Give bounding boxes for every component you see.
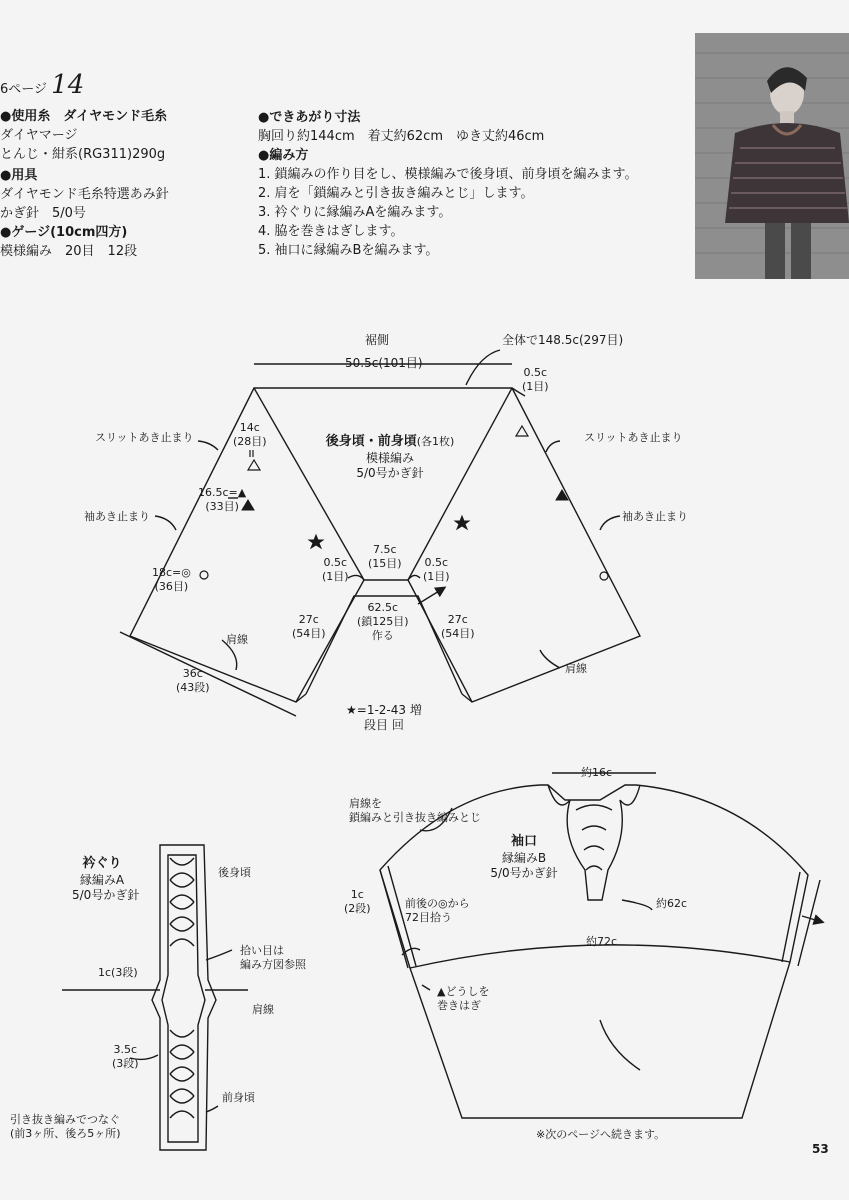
collar-measure-3-5-l2: (3段) [112, 1057, 139, 1070]
shoulder-fold-left [254, 388, 364, 580]
neck-left-small-l1: 0.5c [323, 556, 348, 569]
shoulder-line-right: 肩線 [565, 662, 587, 675]
sleeve-stop-left: 袖あき止まり [84, 510, 150, 523]
neck-right-small [423, 556, 450, 584]
collar-hook: 5/0号かぎ針 [72, 888, 140, 902]
cuff-measure [344, 888, 371, 916]
piece-count: (各1枚) [416, 435, 455, 448]
collar-measure-3-5-l1: 3.5c [113, 1043, 138, 1056]
corner-small-label [522, 366, 549, 394]
cuff-measure-l1: 1c [350, 888, 364, 901]
cuff-hook: 5/0号かぎ針 [490, 866, 558, 880]
measure-27-left-l1: 27c [298, 613, 319, 626]
method-step: 5. 袖口に縁編みBを編みます。 [258, 243, 439, 258]
piece-title-block [315, 432, 465, 481]
measure-62-5-l1: 62.5c [367, 601, 399, 614]
measure-36-l1: 36c [182, 667, 203, 680]
cuff-title: 袖口 [510, 834, 537, 849]
collar-front-label: 前身頃 [222, 1091, 255, 1104]
pickup-note-l1: 前後の◎から [405, 897, 470, 910]
neck-right-small-l1: 0.5c [424, 556, 449, 569]
measure-18-l2: (36目) [154, 580, 189, 593]
collar-title: 衿ぐり [82, 856, 122, 871]
pickup-note-l2: 72目拾う [405, 911, 452, 924]
method-step: 4. 脇を巻きはぎします。 [258, 224, 404, 239]
yarn-heading: ●使用糸 ダイヤモンド毛糸 [0, 109, 168, 124]
method-step: 3. 衿ぐりに縁編みAを編みます。 [258, 205, 452, 220]
neck-left-small [322, 556, 349, 584]
star-legend [346, 703, 422, 733]
side-seam-l2: 巻きはぎ [437, 999, 481, 1012]
measure-27-left-l2: (54目) [292, 627, 326, 640]
neck-right-small-l2: (1目) [423, 570, 450, 583]
page-number: 53 [812, 1142, 829, 1156]
measure-36 [176, 667, 210, 695]
gauge-value: 模様編み 20目 12段 [0, 244, 138, 259]
method-step: 1. 鎖編みの作り目をし、模様編みで後身頃、前身頃を編みます。 [258, 167, 638, 182]
measure-27-right [441, 613, 475, 641]
shoulder-join-l1: 肩線を [349, 797, 382, 810]
slit-stop-left: スリットあき止まり [95, 431, 194, 444]
star-legend-l2: 段目 回 [364, 718, 404, 732]
width-label: 約72c [586, 935, 618, 948]
shoulder-line-left: 肩線 [226, 633, 248, 646]
collar-pickup-note [240, 944, 306, 972]
collar-edging: 縁編みA [79, 873, 125, 887]
collar-pickup-l1: 拾い目は [240, 944, 284, 957]
yarn-color: とんじ・紺系(RG311)290g [0, 147, 166, 162]
collar-shoulder-label: 肩線 [252, 1003, 274, 1016]
collar-join-l2: (前3ヶ所、後ろ5ヶ所) [10, 1127, 121, 1140]
collar-measure-3-5 [112, 1043, 139, 1071]
tools-heading: ●用具 [0, 168, 38, 183]
side-seam-note [437, 985, 489, 1013]
measure-27-right-l2: (54目) [441, 627, 475, 640]
measure-16 [198, 486, 246, 514]
measure-18-symbol: =◎ [172, 566, 191, 579]
page-prefix: 6ページ [0, 82, 48, 97]
corner-small-l1: 0.5c [523, 366, 548, 379]
side-seam-l1: ▲どうしを [437, 985, 490, 998]
neck-center-width [368, 543, 402, 571]
continued-note: ※次のページへ続きます。 [536, 1128, 666, 1141]
shoulder-fold-right [408, 388, 512, 580]
corner-small-l2: (1目) [522, 380, 549, 393]
hem-label: 裾側 [365, 333, 390, 347]
cuff-title-block [484, 832, 564, 881]
collar-back-label: 後身頃 [218, 866, 251, 879]
star-legend-l1: ★=1-2-43 増 [346, 703, 422, 717]
measure-36-l2: (43段) [176, 681, 210, 694]
slit-stop-right: スリットあき止まり [584, 431, 683, 444]
top-width-label: 50.5c(101目) [345, 356, 423, 370]
tools-line2: かぎ針 5/0号 [0, 206, 86, 221]
shoulder-join-note [349, 797, 481, 825]
measure-18 [152, 566, 191, 594]
finished-values: 胸回り約144cm 着丈約62cm ゆき丈約46cm [258, 129, 545, 144]
measure-27-right-l1: 27c [447, 613, 468, 626]
measure-18-l1: 18c [152, 566, 173, 579]
measure-62-5-l2: (鎖125目) [357, 615, 409, 628]
pattern-number: 14 [51, 70, 85, 100]
pickup-note [405, 897, 470, 925]
piece-pattern: 模様編み [365, 451, 414, 465]
neck-width-label: 約16c [581, 766, 613, 779]
collar-title-block [72, 854, 140, 903]
measure-62-5 [357, 601, 409, 643]
yarn-name: ダイヤマージ [0, 128, 78, 143]
gauge-heading: ●ゲージ(10cm四方) [0, 225, 128, 240]
measure-62-5-l3: 作る [371, 629, 394, 642]
measure-16-l1: 16.5c [198, 486, 229, 499]
measure-27-left [292, 613, 326, 641]
collar-measure-1: 1c(3段) [98, 966, 138, 979]
measure-14 [233, 421, 267, 449]
piece-hook: 5/0号かぎ針 [356, 466, 424, 480]
sleeve-stop-right: 袖あき止まり [622, 510, 688, 523]
method-step: 2. 肩を「鎖編みと引き抜き編みとじ」します。 [258, 186, 534, 201]
collar-pickup-l2: 編み方図参照 [240, 958, 306, 971]
collar-join-note [10, 1113, 121, 1141]
method-heading: ●編み方 [258, 148, 309, 163]
neck-center-l1: 7.5c [373, 543, 397, 556]
measure-16-symbol: =▲ [228, 486, 247, 499]
measure-14-l1: 14c [239, 421, 260, 434]
cuff-edging: 縁編みB [501, 851, 547, 865]
cuff-measure-l2: (2段) [344, 902, 371, 915]
measure-16-l2: (33目) [205, 500, 239, 513]
length-label: 約62c [656, 897, 688, 910]
piece-title: 後身頃・前身頃 [325, 434, 417, 449]
shoulder-join-l2: 鎖編みと引き抜き編みとじ [349, 811, 481, 824]
total-width-label: 全体で148.5c(297目) [502, 333, 624, 347]
measure-14-l2: (28目) [233, 435, 267, 448]
neck-center-l2: (15目) [368, 557, 402, 570]
finished-heading: ●できあがり寸法 [258, 110, 361, 125]
neck-left-small-l2: (1目) [322, 570, 349, 583]
tools-line1: ダイヤモンド毛糸特選あみ針 [0, 187, 169, 202]
collar-join-l1: 引き抜き編みでつなぐ [10, 1113, 120, 1126]
